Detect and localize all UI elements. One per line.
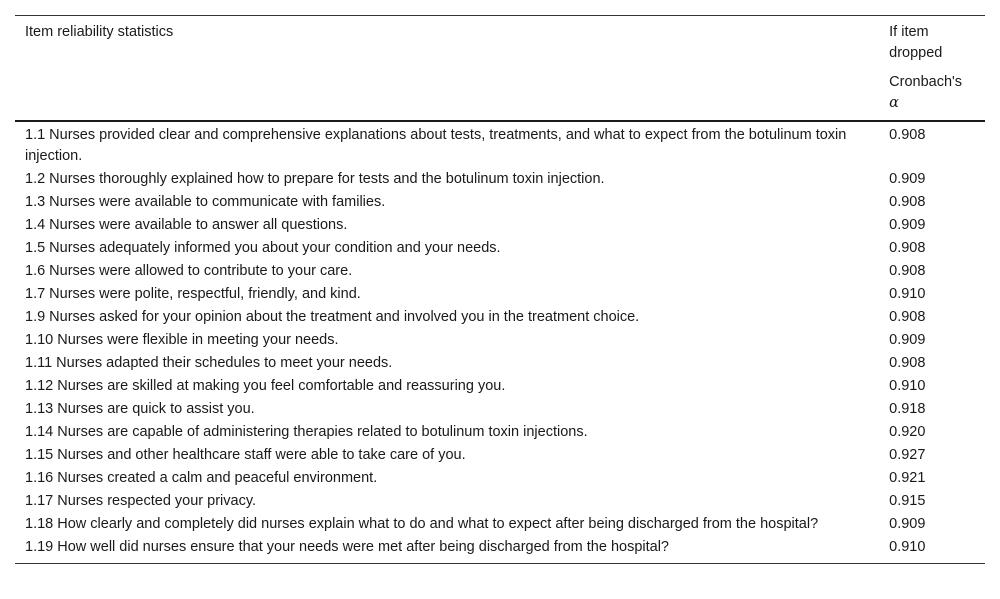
cronbach-alpha-label: Cronbach's bbox=[889, 74, 963, 90]
alpha-if-dropped-cell: 0.908 bbox=[889, 355, 926, 371]
item-statement-cell: 1.9 Nurses asked for your opinion about the treatment and involved you in the treatment choice. bbox=[25, 309, 640, 325]
table-row bbox=[15, 467, 985, 490]
item-statement-cell: 1.1 Nurses provided clear and comprehensive explanations about tests, treatments, and what to expect from the botulinum toxin injection. bbox=[25, 127, 847, 164]
alpha-if-dropped-cell: 0.921 bbox=[889, 470, 926, 486]
item-statement-cell: 1.12 Nurses are skilled at making you feel comfortable and reassuring you. bbox=[25, 378, 506, 394]
table-row bbox=[15, 375, 985, 398]
table-row bbox=[15, 237, 985, 260]
alpha-symbol: α bbox=[889, 95, 899, 111]
alpha-if-dropped-cell: 0.927 bbox=[889, 447, 926, 463]
table-row bbox=[15, 536, 985, 564]
table-row bbox=[15, 490, 985, 513]
alpha-if-dropped-cell: 0.908 bbox=[889, 194, 926, 210]
table-row bbox=[15, 168, 985, 191]
item-statement-cell: 1.13 Nurses are quick to assist you. bbox=[25, 401, 255, 417]
alpha-if-dropped-cell: 0.915 bbox=[889, 493, 926, 509]
table-row bbox=[15, 513, 985, 536]
table-row bbox=[15, 329, 985, 352]
blank-subheader bbox=[15, 64, 879, 121]
reliability-table-container bbox=[15, 15, 985, 564]
item-statement-cell: 1.15 Nurses and other healthcare staff were able to take care of you. bbox=[25, 447, 466, 463]
alpha-if-dropped-cell: 0.908 bbox=[889, 127, 926, 143]
table-body bbox=[15, 121, 985, 564]
header-row bbox=[15, 16, 985, 65]
item-statement-cell: 1.18 How clearly and completely did nurses explain what to do and what to expect after being discharged from the hospital? bbox=[25, 516, 819, 532]
subheader-row bbox=[15, 64, 985, 121]
if-item-dropped-line1: If item bbox=[889, 24, 929, 40]
alpha-if-dropped-cell: 0.908 bbox=[889, 309, 926, 325]
table-row bbox=[15, 444, 985, 467]
if-item-dropped-line2: dropped bbox=[889, 45, 943, 61]
table-row bbox=[15, 121, 985, 168]
table-row bbox=[15, 191, 985, 214]
table-row bbox=[15, 352, 985, 375]
table-row bbox=[15, 214, 985, 237]
item-statement-cell: 1.11 Nurses adapted their schedules to meet your needs. bbox=[25, 355, 393, 371]
alpha-if-dropped-cell: 0.910 bbox=[889, 286, 926, 302]
item-statement-cell: 1.10 Nurses were flexible in meeting your needs. bbox=[25, 332, 339, 348]
item-statement-cell: 1.6 Nurses were allowed to contribute to your care. bbox=[25, 263, 353, 279]
table-header bbox=[15, 16, 985, 122]
alpha-if-dropped-cell: 0.909 bbox=[889, 171, 926, 187]
alpha-if-dropped-cell: 0.920 bbox=[889, 424, 926, 440]
alpha-if-dropped-cell: 0.908 bbox=[889, 263, 926, 279]
alpha-if-dropped-cell: 0.908 bbox=[889, 240, 926, 256]
alpha-if-dropped-cell: 0.909 bbox=[889, 217, 926, 233]
if-item-dropped-header bbox=[879, 16, 985, 65]
item-statement-cell: 1.16 Nurses created a calm and peaceful environment. bbox=[25, 470, 378, 486]
item-statement-cell: 1.2 Nurses thoroughly explained how to prepare for tests and the botulinum toxin injection. bbox=[25, 171, 605, 187]
item-statement-cell: 1.7 Nurses were polite, respectful, friendly, and kind. bbox=[25, 286, 361, 302]
item-reliability-header bbox=[15, 16, 879, 65]
table-row bbox=[15, 260, 985, 283]
cronbach-alpha-header bbox=[879, 64, 985, 121]
table-row bbox=[15, 283, 985, 306]
table-row bbox=[15, 421, 985, 444]
alpha-if-dropped-cell: 0.910 bbox=[879, 536, 985, 564]
reliability-table bbox=[15, 15, 985, 564]
table-row bbox=[15, 306, 985, 329]
table-row bbox=[15, 398, 985, 421]
item-statement-cell: 1.5 Nurses adequately informed you about your condition and your needs. bbox=[25, 240, 501, 256]
item-statement-cell: 1.3 Nurses were available to communicate with families. bbox=[25, 194, 386, 210]
item-statement-cell: 1.14 Nurses are capable of administering therapies related to botulinum toxin injections. bbox=[25, 424, 588, 440]
alpha-if-dropped-cell: 0.909 bbox=[889, 332, 926, 348]
item-statement-cell: 1.19 How well did nurses ensure that your needs were met after being discharged from the hospital? bbox=[15, 536, 879, 564]
alpha-if-dropped-cell: 0.909 bbox=[889, 516, 926, 532]
alpha-if-dropped-cell: 0.910 bbox=[889, 378, 926, 394]
item-statement-cell: 1.4 Nurses were available to answer all questions. bbox=[25, 217, 348, 233]
alpha-if-dropped-cell: 0.918 bbox=[889, 401, 926, 417]
item-reliability-header-label: Item reliability statistics bbox=[25, 24, 174, 40]
item-statement-cell: 1.17 Nurses respected your privacy. bbox=[25, 493, 257, 509]
